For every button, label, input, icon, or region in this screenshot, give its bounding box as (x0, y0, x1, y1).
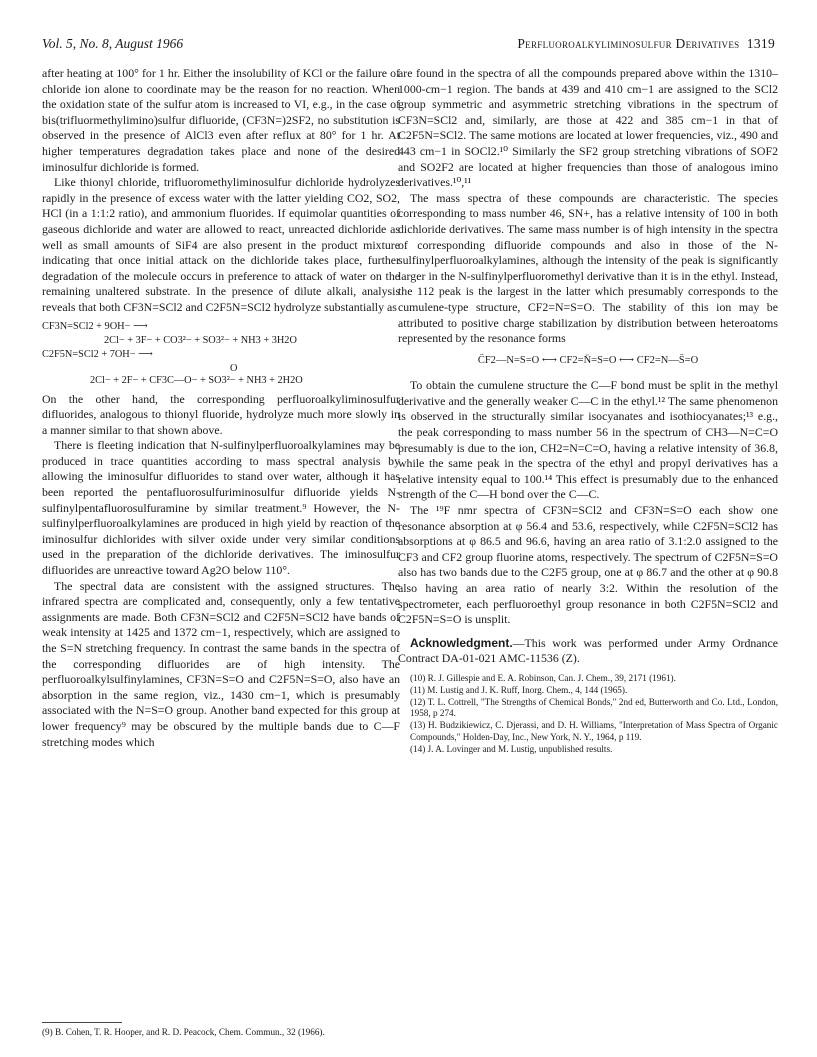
paragraph: To obtain the cumulene structure the C—F bond must be split in the methyl derivative and the generally weaker C—C in the ethyl.¹² The same phenomenon is observed in the structurally similar isocyanates and isothiocyanates;¹³ e.g., the peak corresponding to mass number 56 in the spectrum of CH3—N=C=O presumably is due to the ion, CH2=N=C=O, having a relative intensity of 36.8, while the same peak in the spectra of the ethyl and propyl derivatives has a relative intensity equal to 100.¹⁴ This effect is presumably due to the enhanced strength of the C—H bond over the C—C. (398, 378, 778, 502)
references (398, 673, 778, 756)
journal-volume-info: Vol. 5, No. 8, August 1966 (42, 36, 184, 51)
reference-item: (14) J. A. Lovinger and M. Lustig, unpublished results. (410, 743, 613, 754)
equation-line: CF3N=SCl2 + 9OH− ⟶ (42, 320, 148, 332)
reference-item: (12) T. L. Cottrell, "The Strengths of Chemical Bonds," 2nd ed, Butterworth and Co. Ltd., London, 1958, p 274. (410, 696, 778, 719)
footnote-rule (42, 1022, 122, 1023)
acknowledgment (398, 636, 778, 667)
page-number: 1319 (746, 36, 775, 51)
equation-line: 2Cl− + 3F− + CO3²− + SO3²− + NH3 + 3H2O (104, 334, 297, 346)
acknowledgment-heading: Acknowledgment. (410, 635, 513, 650)
equation-line: C2F5N=SCl2 + 7OH− ⟶ (42, 348, 153, 360)
reference-item: (10) R. J. Gillespie and E. A. Robinson, Can. J. Chem., 39, 2171 (1961). (410, 672, 676, 683)
right-column (398, 66, 778, 756)
footnote-text: (9) B. Cohen, T. R. Hooper, and R. D. Peacock, Chem. Commun., 32 (1966). (42, 1027, 325, 1037)
reference-item: (13) H. Budzikiewicz, C. Djerassi, and D. H. Williams, "Interpretation of Mass Spectra of Organic Compounds," Holden-Day, Inc., New York, N. Y., 1964, p 119. (410, 720, 778, 742)
paragraph: after heating at 100° for 1 hr. Either the insolubility of KCl or the failure of chloride ion alone to coordinate may be the reason for no reaction. When the oxidation state of the sulfur atom is increased to VI, e.g., in the case of bis(trifluormethylimino)sulfur difluoride, (CF3N=)2SF2, no substitution is observed in the presence of AlCl3 even after reflux at 80° for 1 hr. At higher temperatures degradation takes place and none of the desired iminosulfur dichloride is formed. (42, 66, 400, 174)
footnote (42, 1022, 400, 1039)
paragraph: The spectral data are consistent with the assigned structures. The infrared spectra are complicated and, consequently, only a few tentative assignments are made. Both CF3N=SCl2 and C2F5N=SCl2 have bands of weak intensity at 1425 and 1372 cm−1, respectively, which are assigned to the S=N stretching frequency. In contrast the same bands in the spectra of the corresponding difluorides are of high intensity. The perfluoroalkylsulfinylamines, CF3N=S=O and C2F5N=S=O, also have an absorption in the same region, viz., 1430 cm−1, which is presumably associated with the N=S=O group. Another band expected for this group at lower frequency⁹ may be obscured by the multiple bands due to C—F stretching modes which (42, 578, 400, 749)
equation-line: 2Cl− + 2F− + CF3C—O− + SO3²− + NH3 + 2H2O (90, 374, 303, 386)
resonance-forms: C̈F2—N=S=O ⟷ CF2=N̈=S=O ⟷ CF2=N—S̈=O (477, 354, 699, 366)
equation-oxygen-mark: O (230, 362, 238, 374)
acknowledgment-text: —This work was performed under Army Ordnance Contract DA-01-021 AMC-11536 (Z). (398, 635, 778, 666)
paragraph: are found in the spectra of all the compounds prepared above within the 1310–1000-cm−1 region. The bands at 439 and 410 cm−1 are assigned to the SCl2 group symmetric and asymmetric stretching vibrations in the spectrum of CF3N=SCl2 and, similarly, are those at 422 and 385 cm−1 in that of C2F5N=SCl2. The same motions are located at lower frequencies, viz., 490 and 443 cm−1 in SOCl2.¹⁰ Similarly the SF2 group stretching vibrations of SOF2 and SO2F2 are located at higher frequencies than those of analogous imino derivatives.¹⁰,¹¹ (398, 66, 778, 190)
paragraph: There is fleeting indication that N-sulfinylperfluoroalkylamines may be produced in trace quantities according to mass spectral analysis by allowing the iminosulfur difluorides to stand over water, although it has been reported the pentafluorosulfuriminosulfur difluoride yields N-sulfinylpentafluorosulfuramine by similar treatment.⁹ However, the N-sulfinylperfluoroalkylamines are produced in high yield by reaction of the iminosulfur dichlorides with silver oxide under very similar conditions used in the preparation of the dichloride derivatives. The iminosulfur difluorides are unreactive toward Ag2O below 110°. (42, 438, 400, 578)
paragraph: The mass spectra of these compounds are characteristic. The species corresponding to mass number 46, SN+, has a relative intensity of 100 in both dichloride derivatives. The same mass number is of high intensity in the spectra of corresponding difluoride compounds and also in those of the N-sulfinylperfluoroalkylamines, although the intensity of the peak is significantly larger in the N-sulfinylperfluoromethyl derivative than it is in the ethyl. Instead, the 112 peak is the largest in the latter which presumably corresponds to the cumulene-type structure, CF2=N=S=O. The stability of this ion may be attributed to positive charge stabilization by distribution between heteroatoms represented by the resonance forms (398, 190, 778, 346)
hydrolysis-equations (42, 320, 400, 388)
reference-item: (11) M. Lustig and J. K. Ruff, Inorg. Chem., 4, 144 (1965). (410, 684, 628, 695)
paragraph: The ¹⁹F nmr spectra of CF3N=SCl2 and CF3N=S=O each show one resonance absorption at φ 56.4 and 53.6, respectively, while C2F5N=SCl2 has absorptions at φ 86.5 and 96.6, having an area ratio of 3.1:2.0 assigned to the CF3 and CF2 group fluorine atoms, respectively. The spectrum of C2F5N=S=O also has two bands due to the C2F5 group, one at φ 86.7 and the other at φ 90.8 also having an area ratio of nearly 3:2. Within the resolution of the spectrometer, each perfluoroethyl group resonance in both C2F5N=SCl2 and C2F5N=S=O is unsplit. (398, 503, 778, 627)
running-title (517, 36, 775, 56)
left-column (42, 66, 400, 750)
paragraph: Like thionyl chloride, trifluoromethyliminosulfur dichloride hydrolyzes rapidly in the presence of excess water with the latter yielding CO2, SO2, HCl (in a 1:1:2 ratio), and ammonium fluorides. If equimolar quantities of gaseous dichloride and water are allowed to react, unreacted dichloride as well as small amounts of SiF4 are also present in the product mixture indicating that once initial attack on the dichloride takes place, further degradation of the molecule occurs in preference to attack of water on the remaining unaltered substrate. In the presence of dilute alkali, analysis reveals that both CF3N=SCl2 and C2F5N=SCl2 hydrolyze substantially as (42, 175, 400, 314)
running-title-text: Perfluoroalkyliminosulfur Derivatives (517, 36, 740, 51)
paragraph: On the other hand, the corresponding perfluoroalkyliminosulfur difluorides, analogous to thionyl fluoride, hydrolyze much more slowly in a manner similar to that shown above. (42, 391, 400, 437)
page-header (42, 36, 775, 56)
